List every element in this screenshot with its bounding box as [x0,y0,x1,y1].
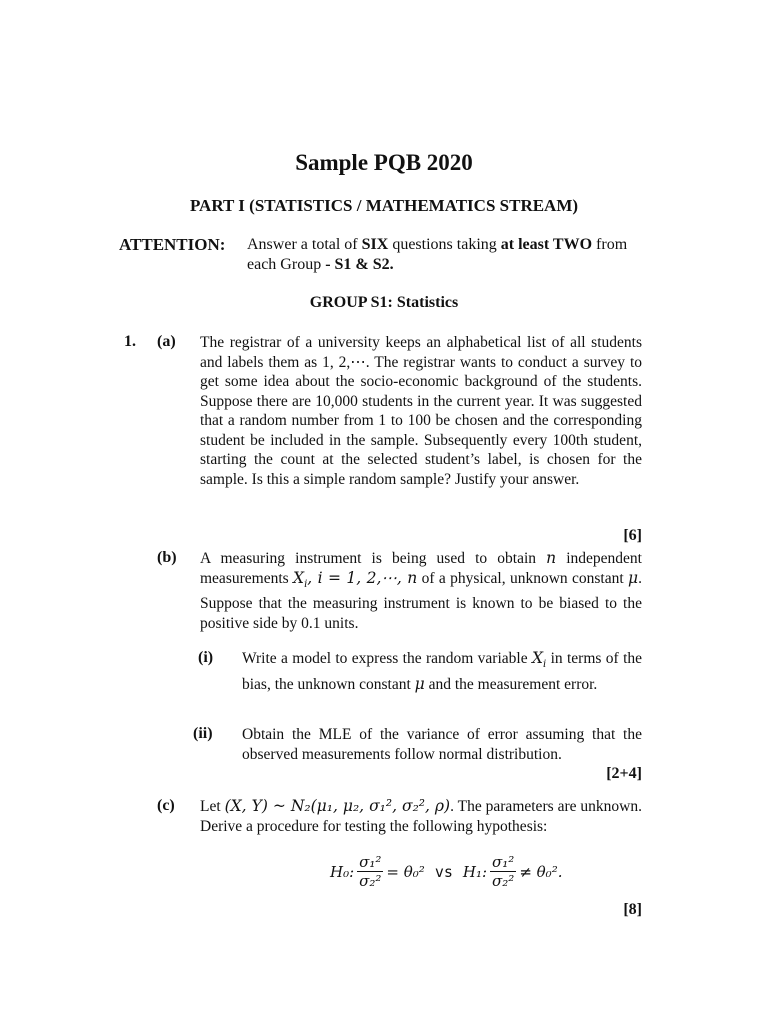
question-number: 1. [124,333,136,350]
math-index-range: , i = 1, 2,⋯, n [307,568,418,587]
attention-label: ATTENTION: [119,235,226,254]
variance-ratio [357,853,383,890]
part-c-text [200,797,642,836]
part-b-marks: [2+4] [606,765,642,782]
math-n: n [546,549,557,567]
part-b-text-segment: independent measurements [200,550,642,587]
part-b-i-label: (i) [198,649,214,666]
part-b-ii-label: (ii) [193,725,213,742]
ratio-denominator: σ₂² [359,872,382,890]
math-x: X [293,568,305,587]
part-b-ii-text: Obtain the MLE of the variance of error assuming that the observed measurements follow normal distribution. [242,726,642,763]
part-b-text-segment: of a physical, unknown constant [417,569,629,587]
part-b-text-segment: A measuring instrument is being used to obtain [200,550,547,567]
part-b-i-segment: Write a model to express the random variable [242,650,532,667]
hypothesis-equation [330,853,562,890]
alt-value: ≠ θ₀². [519,862,563,881]
part-c-text-segment: Let [200,798,225,815]
null-hypothesis-label: H₀: [330,862,355,881]
part-a-text: The registrar of a university keeps an alphabetical list of all students and labels them as 1, 2,⋯. The registrar wants to conduct a survey to get some idea about the socio-economic background of the students. Suppose there are 10,000 students in the current year. It was suggested that a random number from 1 to 100 be chosen and the corresponding student be included in the sample. Subsequently every 100th student, starting the count at the selected student’s label, is chosen for the sample. Is this a simple random sample? Justify your answer. [200,334,642,488]
bivariate-normal-expression: (X, Y) ~ N₂(μ₁, μ₂, σ₁², σ₂², ρ) [224,797,451,815]
part-c-marks: [8] [623,901,642,918]
attention-text: Answer a total of [247,236,362,253]
part-c-label: (c) [157,797,175,814]
null-value: = θ₀² [386,862,425,881]
attention-text: from each Group [247,236,628,273]
versus-text: vs [434,862,453,881]
part-a-marks: [6] [623,527,642,544]
group-heading: GROUP S1: Statistics [309,294,459,311]
math-sub-i: i [304,578,308,590]
math-x: X [531,649,543,667]
part-b-i-segment: in terms of the bias, the unknown constant [242,650,643,693]
part-c-text-segment: . The parameters are unknown. Derive a procedure for testing the following hypothesis: [200,798,642,835]
math-mu: μ [414,674,425,693]
attention-instructions [247,235,657,275]
math-mu: μ [628,568,639,587]
part-b-text-segment: . Suppose that the measuring instrument is known to be biased to the positive side by 0.1 units. [200,569,642,632]
part-b-i-segment: and the measurement error. [424,675,598,693]
math-sub-i: i [543,659,547,671]
attention-text: questions taking [388,236,501,253]
ratio-numerator: σ₁² [492,853,515,871]
attention-at-least-two: at least TWO [500,236,593,253]
ratio-numerator: σ₁² [359,853,382,871]
part-b-text [200,549,642,633]
part-a-label: (a) [157,333,176,350]
variance-ratio [490,853,516,890]
part-b-label: (b) [157,549,177,566]
attention-groups: - S1 & S2. [325,256,394,273]
alt-hypothesis-label: H₁: [462,862,488,881]
attention-six: SIX [361,236,389,253]
part-b-i-text [242,649,642,694]
ratio-denominator: σ₂² [492,872,515,890]
page-title: Sample PQB 2020 [295,150,473,175]
part-heading: PART I (STATISTICS / MATHEMATICS STREAM) [189,196,579,215]
